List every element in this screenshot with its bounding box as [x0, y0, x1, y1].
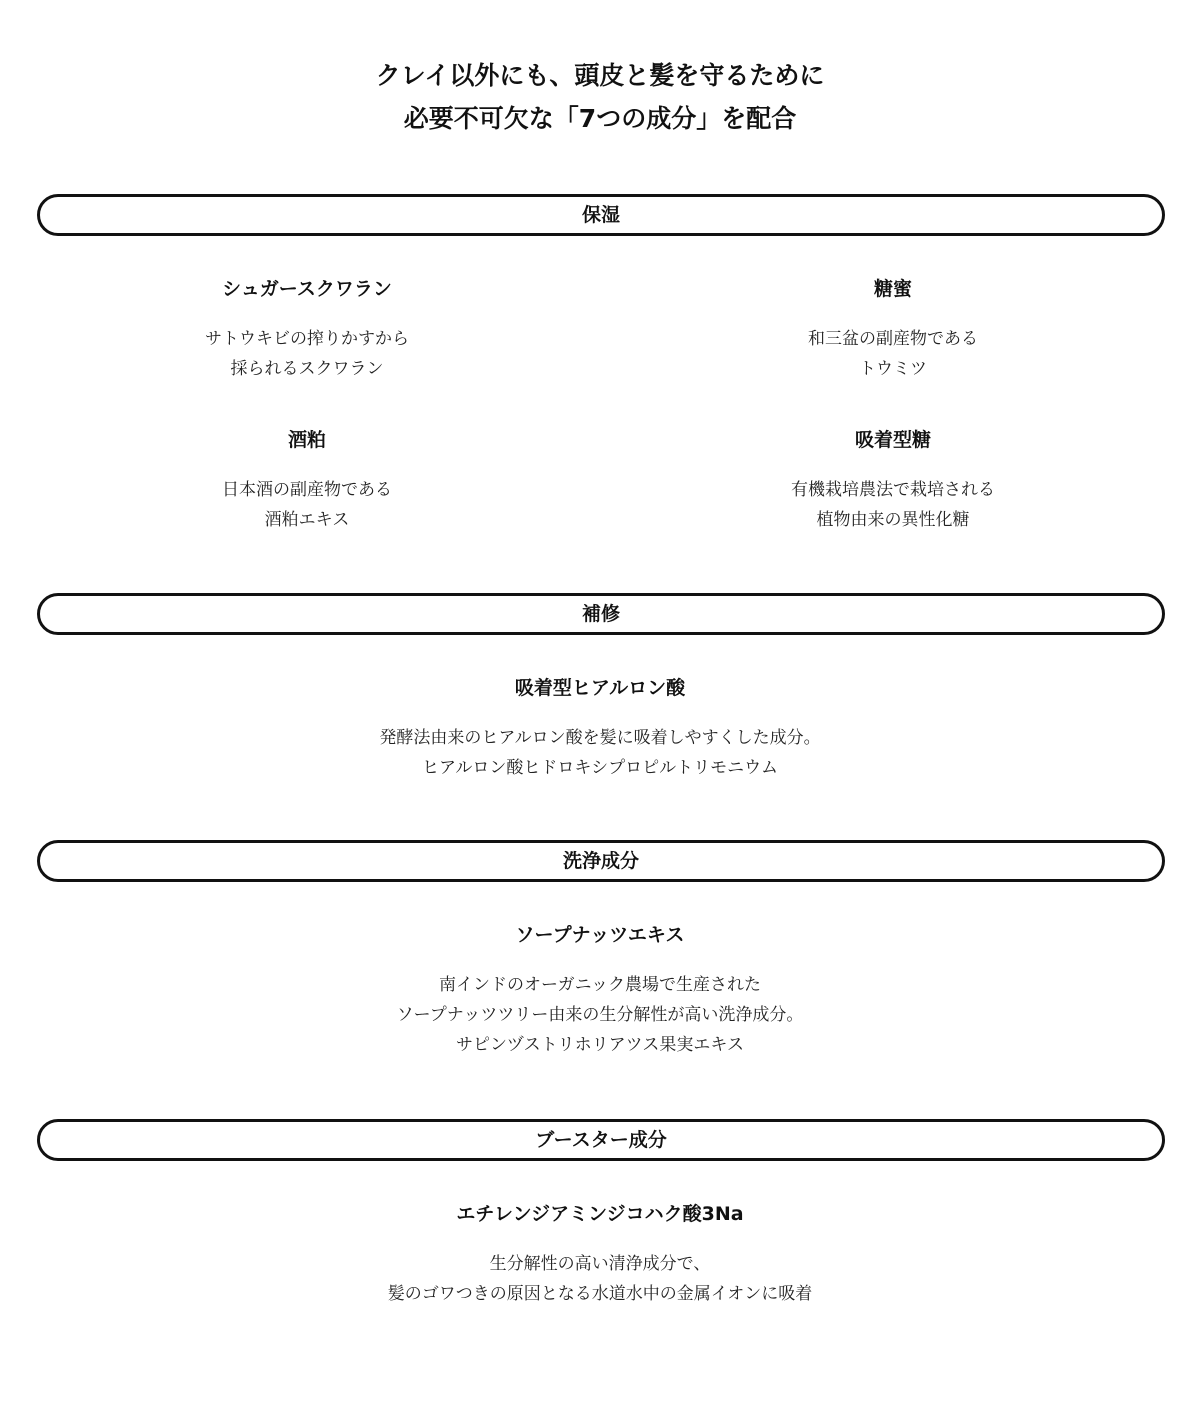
description-line: 髪のゴワつきの原因となる水道水中の金属イオンに吸着 [387, 1284, 813, 1304]
ingredient-molasses [623, 276, 1163, 384]
description-line: サトウキビの搾りかすから [205, 329, 409, 349]
page-heading [0, 54, 1200, 140]
ingredient-title: 吸着型糖 [854, 429, 931, 451]
ingredient-sake-lees [37, 427, 577, 535]
description-line: 生分解性の高い清浄成分で、 [489, 1254, 711, 1274]
description-line: 有機栽培農法で栽培される [791, 480, 995, 500]
ingredient-description [623, 475, 1163, 535]
section-header-booster: ブースター成分 [37, 1119, 1165, 1161]
description-line: 酒粕エキス [264, 510, 350, 530]
ingredient-description [37, 1249, 1163, 1309]
section-header-cleansing: 洗浄成分 [37, 840, 1165, 882]
description-line: 日本酒の副産物である [222, 480, 392, 500]
description-line: 和三盆の副産物である [808, 329, 978, 349]
heading-line-2: 必要不可欠な「7つの成分」を配合 [403, 104, 797, 133]
section-header-moisture: 保湿 [37, 194, 1165, 236]
ingredient-description [37, 723, 1163, 783]
ingredient-title: 酒粕 [287, 429, 326, 451]
ingredient-description [37, 970, 1163, 1060]
description-line: 採られるスクワラン [230, 359, 384, 379]
ingredient-adsorbent-sugar [623, 427, 1163, 535]
ingredient-description [623, 324, 1163, 384]
ingredient-sugar-squalane [37, 276, 577, 384]
ingredient-description [37, 324, 577, 384]
description-line: 植物由来の異性化糖 [816, 510, 970, 530]
ingredient-edds [37, 1201, 1163, 1309]
ingredient-title: シュガースクワラン [222, 278, 392, 300]
description-line: 南インドのオーガニック農場で生産された [439, 975, 761, 995]
description-line: 発酵法由来のヒアルロン酸を髪に吸着しやすくした成分。 [379, 728, 821, 748]
description-line: ヒアルロン酸ヒドロキシプロピルトリモニウム [422, 758, 778, 778]
ingredient-soap-nuts-extract [37, 922, 1163, 1060]
description-line: ソープナッツツリー由来の生分解性が高い洗浄成分。 [396, 1005, 804, 1025]
ingredient-title: エチレンジアミンジコハク酸3Na [456, 1203, 744, 1225]
ingredient-title: 糖蜜 [873, 278, 912, 300]
description-line: サピンヅストリホリアツス果実エキス [456, 1035, 744, 1055]
ingredient-title: 吸着型ヒアルロン酸 [514, 677, 686, 699]
section-header-repair: 補修 [37, 593, 1165, 635]
ingredient-title: ソープナッツエキス [515, 924, 685, 946]
ingredient-hyaluronic-acid [37, 675, 1163, 783]
ingredient-description [37, 475, 577, 535]
heading-line-1: クレイ以外にも、頭皮と髪を守るために [375, 61, 825, 90]
description-line: トウミツ [859, 359, 927, 379]
